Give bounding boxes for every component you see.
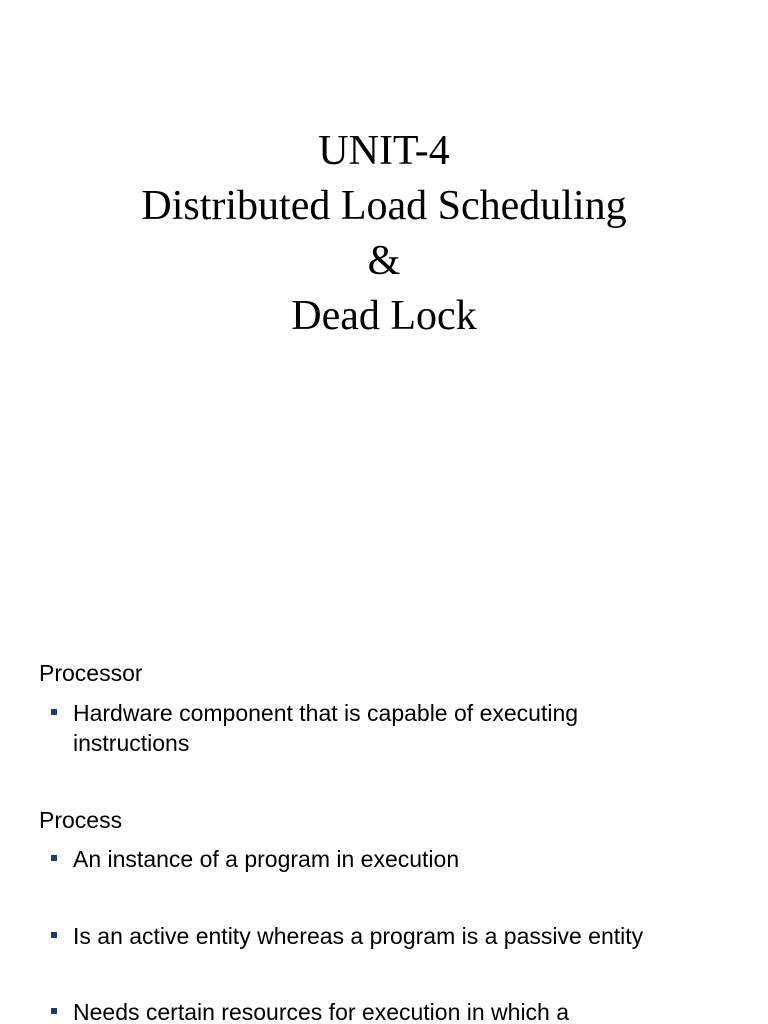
unit-title: UNIT-4 — [318, 128, 450, 174]
bullet-square-icon — [51, 1008, 57, 1014]
bullet-text-line: An instance of a program in execution — [73, 846, 460, 872]
ampersand: & — [367, 238, 401, 284]
subtopic-title: Dead Lock — [291, 293, 477, 339]
bullet-square-icon — [51, 932, 57, 938]
bullet-square-icon — [51, 855, 57, 861]
bullet-square-icon — [51, 709, 57, 715]
title-slide — [0, 124, 768, 344]
heading-processor: Processor — [39, 660, 143, 686]
bullet-text-line: Needs certain resources for execution in which a — [73, 999, 570, 1024]
topic-title: Distributed Load Scheduling — [141, 183, 627, 229]
bullet-text-line: Hardware component that is capable of executing — [73, 700, 579, 726]
heading-process: Process — [39, 807, 123, 833]
bullet-text-line: Is an active entity whereas a program is a passive entity — [73, 923, 644, 949]
bullet-text-line: instructions — [73, 730, 190, 756]
